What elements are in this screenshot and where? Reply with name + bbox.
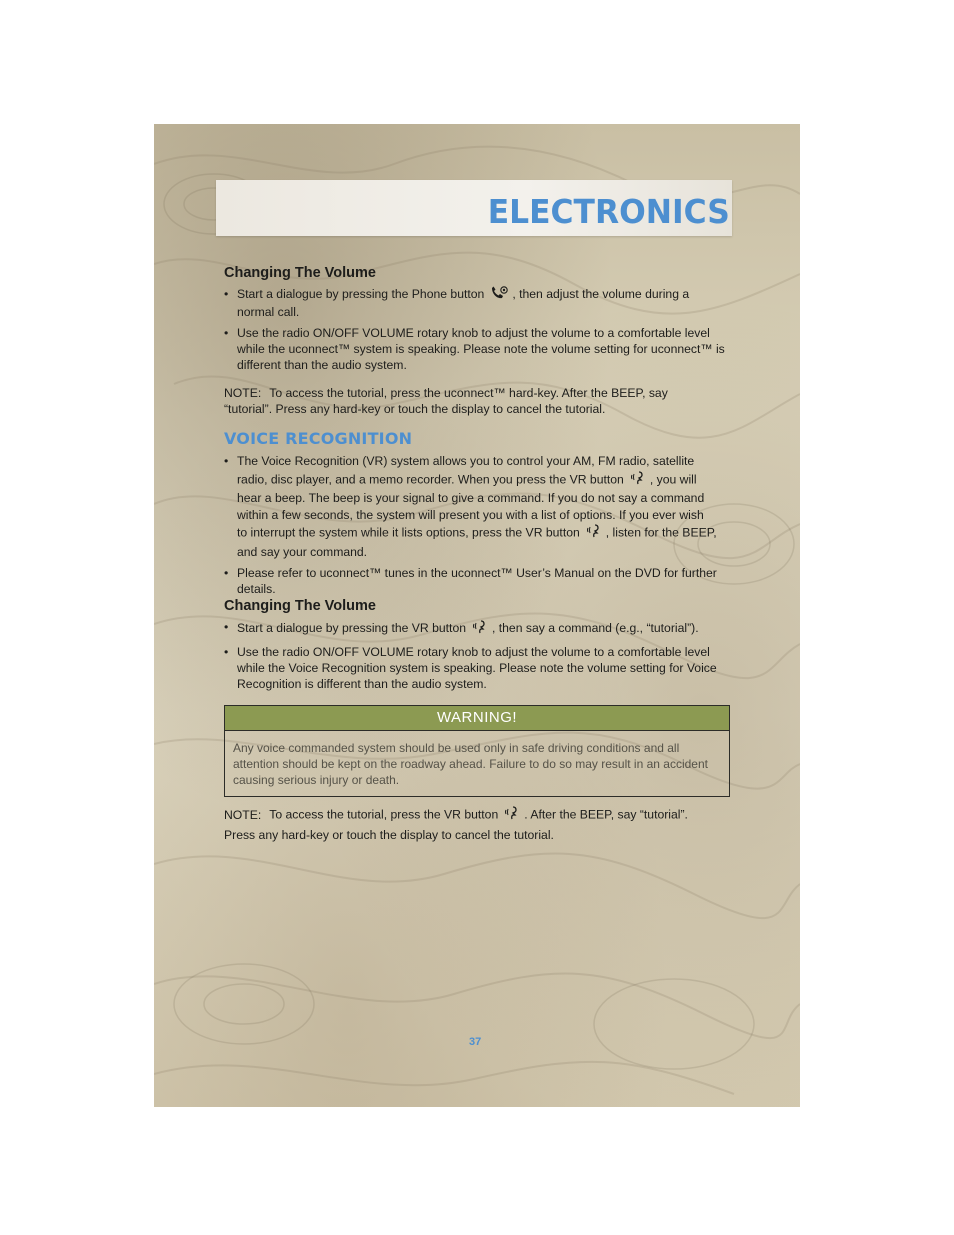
voice-recognition-button-icon	[630, 470, 646, 491]
note-tutorial-uconnect	[224, 385, 730, 417]
warning-box	[224, 705, 730, 797]
bullet-list	[224, 619, 730, 692]
bullet-list	[224, 453, 730, 597]
section-changing-volume-phone	[224, 265, 730, 378]
bullet-text: Use the radio ON/OFF VOLUME rotary knob to adjust the volume to a comfortable level while the Voice Recognition system is speaking. Please note the volume setting for Voice Recognition is different than the audio system.	[237, 645, 717, 691]
list-item	[224, 453, 730, 560]
list-item	[224, 619, 730, 639]
bullet-text: and say your command.	[237, 544, 368, 559]
note-text: “tutorial”. Press any hard-key or touch the display to cancel the tutorial.	[224, 402, 606, 416]
bullet-text: , then adjust the volume during a	[512, 287, 690, 302]
note-text: Press any hard-key or touch the display to cancel the tutorial.	[224, 828, 554, 842]
section-voice-recognition	[224, 431, 730, 602]
note-label: NOTE:	[224, 386, 262, 400]
phone-button-icon	[490, 286, 508, 304]
bullet-text: Start a dialogue by pressing the Phone button	[237, 287, 485, 302]
note-label: NOTE:	[224, 807, 262, 822]
note-tutorial-vr	[224, 805, 730, 844]
section-heading: Changing The Volume	[224, 598, 376, 614]
bullet-text: The Voice Recognition (VR) system allows you to control your AM, FM radio, satellite	[237, 454, 695, 468]
note-text: To access the tutorial, press the VR button	[269, 807, 499, 822]
list-item	[224, 325, 730, 373]
bullet-text: to interrupt the system while it lists options, press the VR button	[237, 525, 580, 540]
bullet-text: Use the radio ON/OFF VOLUME rotary knob to adjust the volume to a comfortable level while the uconnect™ system is speaking. Please note the volume setting for uconnect™ is different than the audio system.	[237, 326, 725, 372]
section-heading: VOICE RECOGNITION	[224, 429, 413, 448]
list-item	[224, 286, 730, 320]
section-heading: Changing The Volume	[224, 265, 376, 281]
bullet-text: Please refer to uconnect™ tunes in the uconnect™ User’s Manual on the DVD for further details.	[237, 566, 717, 596]
list-item	[224, 565, 730, 597]
bullet-text: , then say a command (e.g., “tutorial”).	[492, 621, 699, 636]
warning-text: Any voice commanded system should be used only in safe driving conditions and all attention should be kept on the roadway ahead. Failure to do so may result in an accident causing serious injury or death.	[233, 741, 708, 787]
bullet-text: , you will	[649, 471, 697, 486]
list-item	[224, 644, 730, 692]
bullet-text: within a few seconds, the system will present you with a list of options. If you ever wish	[237, 507, 704, 522]
bullet-text: normal call.	[237, 305, 300, 319]
voice-recognition-button-icon	[472, 619, 488, 639]
page-number: 37	[469, 1036, 482, 1048]
bullet-text: , listen for the BEEP,	[605, 525, 717, 540]
section-changing-volume-vr	[224, 598, 730, 697]
manual-page	[154, 124, 800, 1107]
voice-recognition-button-icon	[586, 523, 602, 544]
note-text: To access the tutorial, press the uconnect™ hard-key. After the BEEP, say	[269, 386, 668, 400]
bullet-list	[224, 286, 730, 373]
bullet-text: hear a beep. The beep is your signal to give a command. If you do not say a command	[237, 491, 705, 505]
bullet-text: Start a dialogue by pressing the VR button	[237, 621, 466, 636]
warning-title: WARNING!	[225, 706, 729, 731]
note-text: . After the BEEP, say “tutorial”.	[524, 807, 688, 822]
bullet-text: radio, disc player, and a memo recorder. When you press the VR button	[237, 471, 624, 486]
voice-recognition-button-icon	[504, 805, 520, 826]
page-title: ELECTRONICS	[487, 192, 730, 231]
